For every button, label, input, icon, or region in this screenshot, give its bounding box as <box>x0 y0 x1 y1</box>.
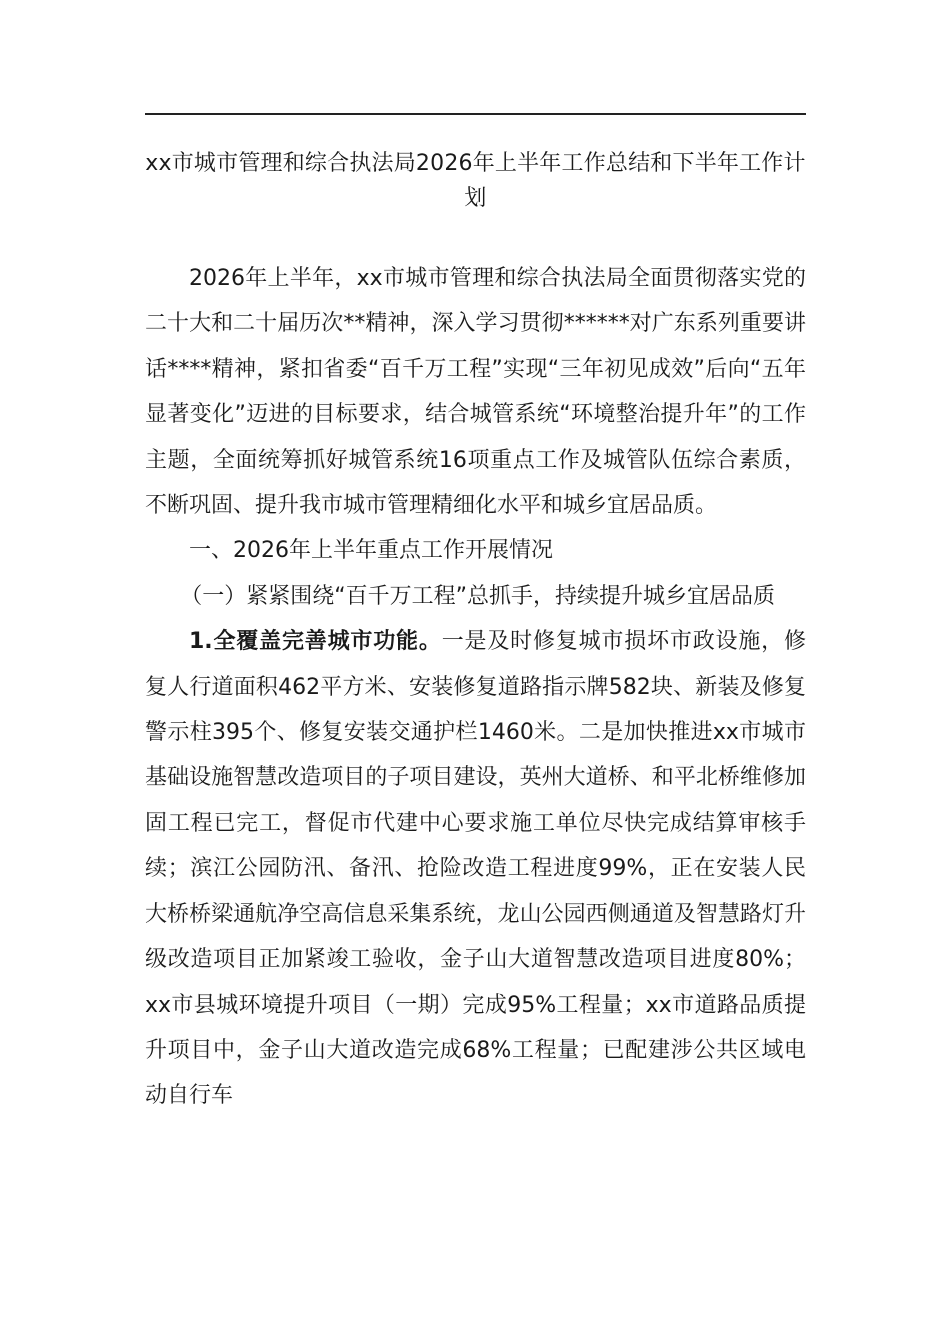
item-paragraph <box>145 619 806 1118</box>
intro-paragraph: 2026年上半年，xx市城市管理和综合执法局全面贯彻落实党的二十大和二十届历次**精神，深入学习贯彻******对广东系列重要讲话****精神，紧扣省委“百千万工程”实现“三年初见成效”后向“五年显著变化”迈进的目标要求，结合城管系统“环境整治提升年”的工作主题，全面统筹抓好城管系统16项重点工作及城管队伍综合素质，不断巩固、提升我市城市管理精细化水平和城乡宜居品质。 <box>145 266 806 519</box>
header-rule <box>145 113 806 115</box>
document-title: xx市城市管理和综合执法局2026年上半年工作总结和下半年工作计划 <box>145 151 806 211</box>
item-text: 一是及时修复城市损坏市政设施，修复人行道面积462平方米、安装修复道路指示牌582块、新装及修复警示柱395个、修复安装交通护栏1460米。二是加快推进xx市城市基础设施智慧改造项目的子项目建设，英州大道桥、和平北桥维修加固工程已完工，督促市代建中心要求施工单位尽快完成结算审核手续；滨江公园防汛、备汛、抢险改造工程进度99%，正在安装人民大桥桥梁通航净空高信息采集系统，龙山公园西侧通道及智慧路灯升级改造项目正加紧竣工验收，金子山大道智慧改造项目进度80%；xx市县城环境提升项目（一期）完成95%工程量；xx市道路品质提升项目中，金子山大道改造完成68%工程量；已配建涉公共区域电动自行车 <box>145 629 806 1109</box>
section-heading: 一、2026年上半年重点工作开展情况 <box>189 538 553 564</box>
item-lead: 1.全覆盖完善城市功能。 <box>189 629 442 655</box>
subsection-heading: （一）紧紧围绕“百千万工程”总抓手，持续提升城乡宜居品质 <box>180 583 775 609</box>
document-body <box>145 256 806 1119</box>
